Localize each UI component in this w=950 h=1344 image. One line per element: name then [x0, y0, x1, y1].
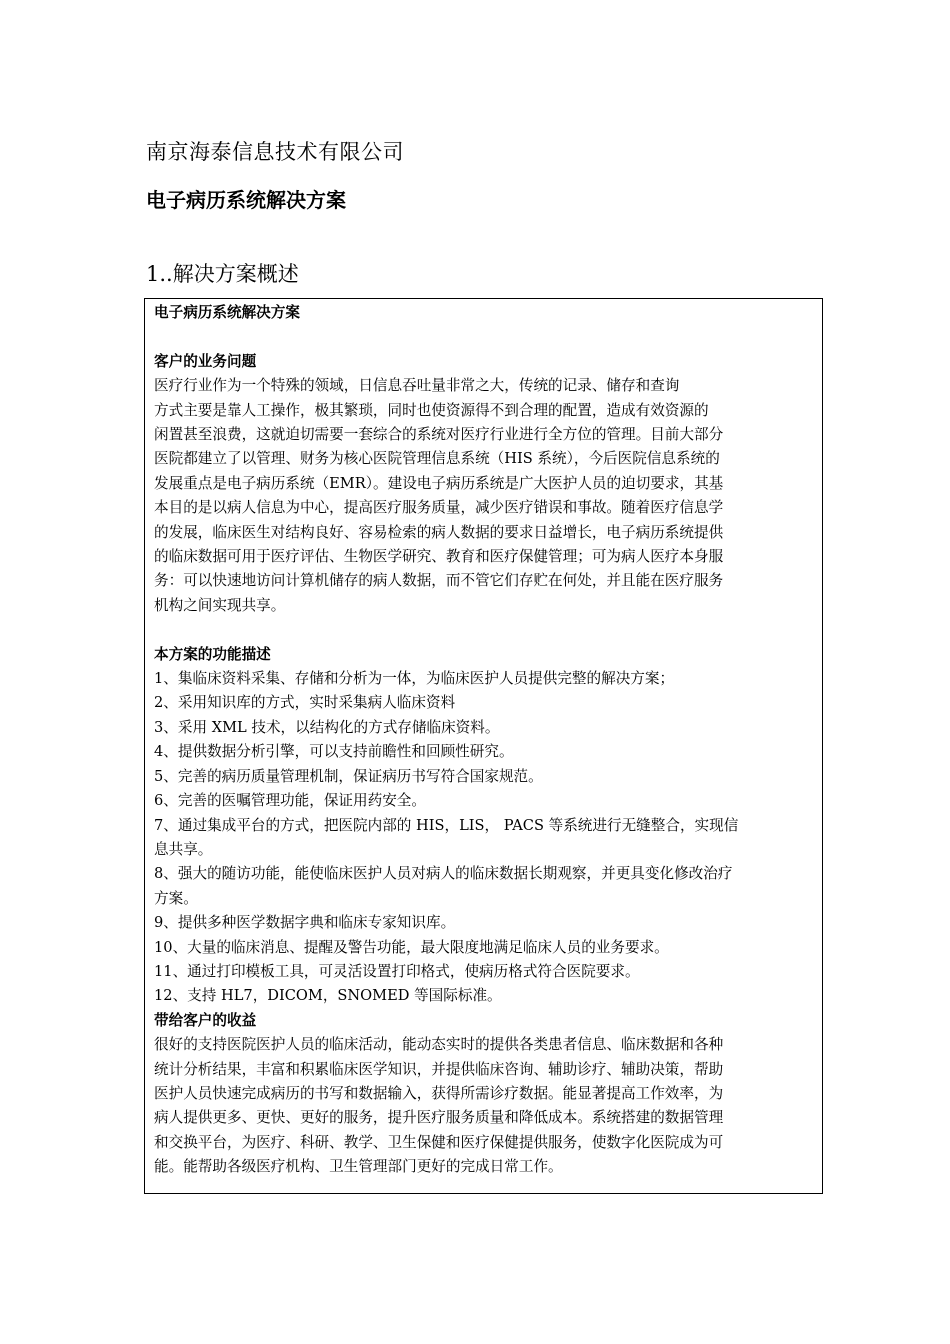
document-title: 电子病历系统解决方案 [146, 188, 346, 212]
business-issue-line: 机构之间实现共享。 [154, 596, 286, 614]
benefit-line: 很好的支持医院医护人员的临床活动，能动态实时的提供各类患者信息、临床数据和各种 [154, 1036, 724, 1054]
features-heading: 本方案的功能描述 [154, 645, 271, 663]
solution-overview-box [144, 298, 823, 1194]
business-issue-line: 的发展，临床医生对结构良好、容易检索的病人数据的要求日益增长，电子病历系统提供 [154, 523, 724, 541]
feature-line: 11、通过打印模板工具，可灵活设置打印格式，使病历格式符合医院要求。 [154, 962, 640, 980]
feature-line: 7、通过集成平台的方式，把医院内部的 HIS，LIS， PACS 等系统进行无缝整合，实现信 [154, 816, 739, 834]
feature-line: 1、集临床资料采集、存储和分析为一体，为临床医护人员提供完整的解决方案； [154, 670, 675, 688]
benefit-line: 能。能帮助各级医疗机构、卫生管理部门更好的完成日常工作。 [154, 1158, 563, 1176]
feature-line: 12、支持 HL7，DICOM，SNOMED 等国际标准。 [154, 987, 502, 1005]
feature-line: 4、提供数据分析引擎，可以支持前瞻性和回顾性研究。 [154, 743, 514, 761]
business-issue-line: 方式主要是靠人工操作，极其繁琐，同时也使资源得不到合理的配置，造成有效资源的 [154, 401, 709, 419]
business-issue-heading: 客户的业务问题 [154, 352, 257, 370]
feature-line: 9、提供多种医学数据字典和临床专家知识库。 [154, 914, 456, 932]
business-issue-line: 医疗行业作为一个特殊的领域，日信息吞吐量非常之大，传统的记录、储存和查询 [154, 377, 680, 395]
benefit-line: 和交换平台，为医疗、科研、教学、卫生保健和医疗保健提供服务，使数字化医院成为可 [154, 1133, 724, 1151]
blank-line [154, 618, 814, 642]
benefits-heading: 带给客户的收益 [154, 1011, 257, 1029]
blank-line [154, 325, 814, 349]
business-issue-line: 的临床数据可用于医疗评估、生物医学研究、教育和医疗保健管理；可为病人医疗本身服 [154, 548, 724, 566]
feature-line: 6、完善的医嘱管理功能，保证用药安全。 [154, 792, 426, 810]
business-issue-line: 发展重点是电子病历系统（EMR）。建设电子病历系统是广大医护人员的迫切要求，其基 [154, 474, 724, 492]
business-issue-line: 务：可以快速地访问计算机储存的病人数据，而不管它们存贮在何处，并且能在医疗服务 [154, 572, 724, 590]
box-title: 电子病历系统解决方案 [154, 304, 300, 321]
feature-line: 10、大量的临床消息、提醒及警告功能，最大限度地满足临床人员的业务要求。 [154, 938, 669, 956]
benefit-line: 病人提供更多、更快、更好的服务，提升医疗服务质量和降低成本。系统搭建的数据管理 [154, 1109, 724, 1127]
business-issue-line: 闲置甚至浪费，这就迫切需要一套综合的系统对医疗行业进行全方位的管理。目前大部分 [154, 426, 724, 444]
feature-line: 8、强大的随访功能，能使临床医护人员对病人的临床数据长期观察，并更具变化修改治疗 [154, 865, 733, 883]
feature-line: 息共享。 [154, 840, 213, 858]
feature-line: 方案。 [154, 889, 198, 907]
feature-line: 3、采用 XML 技术，以结构化的方式存储临床资料。 [154, 718, 500, 736]
feature-line: 5、完善的病历质量管理机制，保证病历书写符合国家规范。 [154, 767, 543, 785]
feature-line: 2、采用知识库的方式，实时采集病人临床资料 [154, 694, 456, 712]
benefit-line: 统计分析结果，丰富和积累临床医学知识，并提供临床咨询、辅助诊疗、辅助决策，帮助 [154, 1060, 724, 1078]
company-name: 南京海泰信息技术有限公司 [146, 140, 404, 164]
business-issue-line: 本目的是以病人信息为中心，提高医疗服务质量，减少医疗错误和事故。随着医疗信息学 [154, 499, 724, 517]
section-heading: 1..解决方案概述 [146, 262, 299, 286]
business-issue-line: 医院都建立了以管理、财务为核心医院管理信息系统（HIS 系统），今后医院信息系统的 [154, 450, 720, 468]
benefit-line: 医护人员快速完成病历的书写和数据输入，获得所需诊疗数据。能显著提高工作效率，为 [154, 1084, 724, 1102]
